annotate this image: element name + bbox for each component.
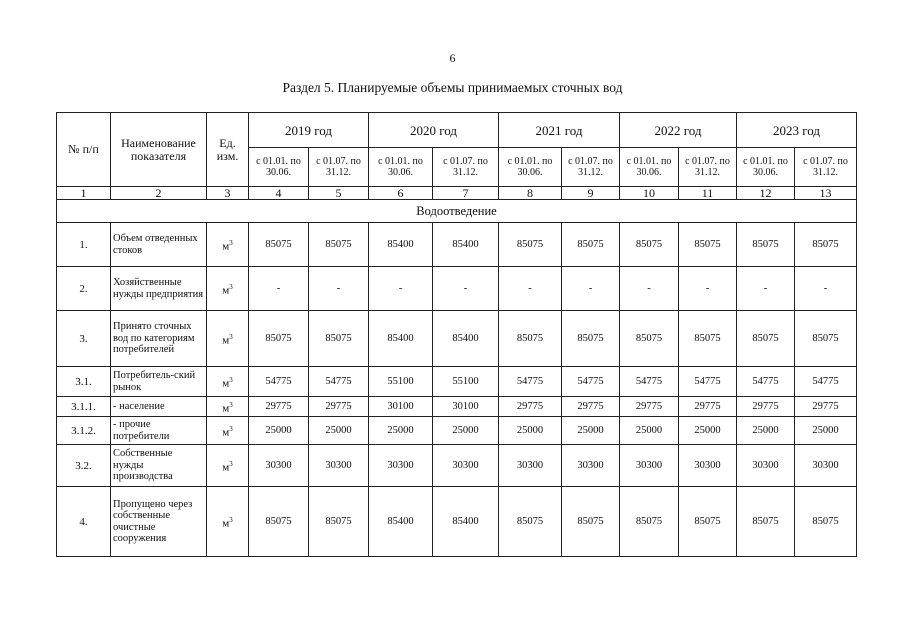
unit-base: м [222, 240, 230, 253]
column-number: 12 [737, 187, 795, 200]
unit-cell [207, 417, 249, 445]
indicator-name: Потребитель-ский рынок [111, 367, 207, 397]
value-cell: 85075 [499, 223, 562, 267]
header-period: с 01.01. по 30.06. [249, 148, 309, 187]
row-number: 3.1.2. [57, 417, 111, 445]
value-cell: 25000 [737, 417, 795, 445]
value-cell: 85400 [369, 487, 433, 557]
value-cell: 30300 [679, 445, 737, 487]
value-cell: 54775 [620, 367, 679, 397]
indicator-name: Объем отведенных стоков [111, 223, 207, 267]
value-cell: - [562, 267, 620, 311]
value-cell: 25000 [795, 417, 857, 445]
header-period: с 01.07. по 31.12. [562, 148, 620, 187]
value-cell: 54775 [737, 367, 795, 397]
value-cell: 25000 [433, 417, 499, 445]
header-name: Наименование показателя [111, 113, 207, 187]
value-cell: 54775 [795, 367, 857, 397]
value-cell: 29775 [249, 397, 309, 417]
value-cell: 30300 [737, 445, 795, 487]
unit-base: м [222, 426, 230, 439]
value-cell: - [369, 267, 433, 311]
value-cell: 25000 [249, 417, 309, 445]
column-number: 10 [620, 187, 679, 200]
value-cell: - [433, 267, 499, 311]
value-cell: 55100 [433, 367, 499, 397]
value-cell: 25000 [562, 417, 620, 445]
table-row [57, 397, 857, 417]
value-cell: 30300 [562, 445, 620, 487]
row-number: 2. [57, 267, 111, 311]
indicator-name: Принято сточных вод по категориям потребителей [111, 311, 207, 367]
value-cell: 25000 [309, 417, 369, 445]
value-cell: 54775 [309, 367, 369, 397]
value-cell: 85075 [795, 311, 857, 367]
unit-cell [207, 487, 249, 557]
row-number: 3.1.1. [57, 397, 111, 417]
column-number: 3 [207, 187, 249, 200]
table-row [57, 487, 857, 557]
value-cell: 29775 [795, 397, 857, 417]
header-row-years [57, 113, 857, 148]
section-title: Раздел 5. Планируемые объемы принимаемых сточных вод [282, 80, 623, 95]
column-number: 8 [499, 187, 562, 200]
value-cell: 30100 [369, 397, 433, 417]
header-row-column-numbers [57, 187, 857, 200]
value-cell: - [309, 267, 369, 311]
unit-base: м [222, 517, 230, 530]
row-number: 3. [57, 311, 111, 367]
header-period: с 01.01. по 30.06. [369, 148, 433, 187]
value-cell: 30300 [620, 445, 679, 487]
unit-cell [207, 397, 249, 417]
value-cell: 85075 [499, 311, 562, 367]
header-year: 2019 год [249, 113, 369, 148]
column-number: 4 [249, 187, 309, 200]
value-cell: 85400 [433, 487, 499, 557]
value-cell: 85400 [369, 223, 433, 267]
value-cell: 85075 [679, 223, 737, 267]
value-cell: 29775 [737, 397, 795, 417]
value-cell: 85075 [309, 223, 369, 267]
row-number: 1. [57, 223, 111, 267]
value-cell: 55100 [369, 367, 433, 397]
unit-exponent: 3 [229, 332, 233, 341]
table-row [57, 445, 857, 487]
table-row [57, 223, 857, 267]
header-period: с 01.07. по 31.12. [433, 148, 499, 187]
value-cell: - [795, 267, 857, 311]
header-year: 2020 год [369, 113, 499, 148]
value-cell: 85075 [795, 223, 857, 267]
header-unit: Ед. изм. [207, 113, 249, 187]
value-cell: 30100 [433, 397, 499, 417]
column-number: 9 [562, 187, 620, 200]
value-cell: 30300 [309, 445, 369, 487]
unit-exponent: 3 [229, 400, 233, 409]
header-year: 2023 год [737, 113, 857, 148]
unit-base: м [222, 377, 230, 390]
header-period: с 01.07. по 31.12. [679, 148, 737, 187]
value-cell: - [679, 267, 737, 311]
unit-base: м [222, 284, 230, 297]
indicator-name: Пропущено через собственные очистные сооружения [111, 487, 207, 557]
value-cell: 85075 [679, 311, 737, 367]
value-cell: 25000 [499, 417, 562, 445]
column-number: 2 [111, 187, 207, 200]
value-cell: 25000 [620, 417, 679, 445]
value-cell: 85075 [737, 487, 795, 557]
value-cell: 54775 [562, 367, 620, 397]
unit-exponent: 3 [229, 424, 233, 433]
value-cell: 85075 [249, 487, 309, 557]
value-cell: 29775 [499, 397, 562, 417]
unit-exponent: 3 [229, 375, 233, 384]
indicator-name: - прочие потребители [111, 417, 207, 445]
row-number: 4. [57, 487, 111, 557]
value-cell: 25000 [369, 417, 433, 445]
value-cell: 54775 [499, 367, 562, 397]
unit-base: м [222, 461, 230, 474]
indicator-name: Хозяйственные нужды предприятия [111, 267, 207, 311]
value-cell: - [620, 267, 679, 311]
header-period: с 01.01. по 30.06. [499, 148, 562, 187]
indicator-name: - население [111, 397, 207, 417]
header-year: 2021 год [499, 113, 620, 148]
value-cell: 85075 [309, 311, 369, 367]
header-num: № п/п [57, 113, 111, 187]
value-cell: 85075 [737, 311, 795, 367]
value-cell: 85075 [562, 223, 620, 267]
value-cell: 29775 [620, 397, 679, 417]
value-cell: 85075 [562, 487, 620, 557]
planned-volumes-table [56, 112, 857, 557]
column-number: 6 [369, 187, 433, 200]
unit-cell [207, 445, 249, 487]
table-row [57, 367, 857, 397]
value-cell: 29775 [679, 397, 737, 417]
value-cell: 85075 [620, 223, 679, 267]
value-cell: 85075 [620, 311, 679, 367]
value-cell: - [249, 267, 309, 311]
value-cell: 85400 [433, 223, 499, 267]
header-year: 2022 год [620, 113, 737, 148]
unit-base: м [222, 402, 230, 415]
unit-cell [207, 367, 249, 397]
value-cell: 85400 [433, 311, 499, 367]
section-row [57, 200, 857, 223]
value-cell: 30300 [369, 445, 433, 487]
value-cell: 85400 [369, 311, 433, 367]
row-number: 3.1. [57, 367, 111, 397]
value-cell: 85075 [562, 311, 620, 367]
value-cell: 30300 [795, 445, 857, 487]
unit-cell [207, 267, 249, 311]
unit-cell [207, 311, 249, 367]
value-cell: 54775 [679, 367, 737, 397]
value-cell: 85075 [737, 223, 795, 267]
value-cell: 85075 [249, 223, 309, 267]
value-cell: 85075 [309, 487, 369, 557]
table-row [57, 417, 857, 445]
header-period: с 01.01. по 30.06. [737, 148, 795, 187]
header-period: с 01.07. по 31.12. [309, 148, 369, 187]
header-period: с 01.01. по 30.06. [620, 148, 679, 187]
column-number: 7 [433, 187, 499, 200]
unit-base: м [222, 334, 230, 347]
unit-cell [207, 223, 249, 267]
table-row [57, 267, 857, 311]
value-cell: 85075 [795, 487, 857, 557]
value-cell: 29775 [309, 397, 369, 417]
section-label: Водоотведение [57, 200, 857, 223]
value-cell: - [499, 267, 562, 311]
value-cell: 85075 [249, 311, 309, 367]
column-number: 13 [795, 187, 857, 200]
value-cell: 85075 [620, 487, 679, 557]
value-cell: 30300 [249, 445, 309, 487]
table-row [57, 311, 857, 367]
column-number: 1 [57, 187, 111, 200]
value-cell: 85075 [499, 487, 562, 557]
indicator-name: Собственные нужды производства [111, 445, 207, 487]
value-cell: 85075 [679, 487, 737, 557]
value-cell: 30300 [433, 445, 499, 487]
unit-exponent: 3 [229, 282, 233, 291]
value-cell: - [737, 267, 795, 311]
value-cell: 54775 [249, 367, 309, 397]
row-number: 3.2. [57, 445, 111, 487]
value-cell: 29775 [562, 397, 620, 417]
unit-exponent: 3 [229, 238, 233, 247]
unit-exponent: 3 [229, 459, 233, 468]
page-number: 6 [449, 51, 456, 65]
header-period: с 01.07. по 31.12. [795, 148, 857, 187]
value-cell: 25000 [679, 417, 737, 445]
column-number: 5 [309, 187, 369, 200]
column-number: 11 [679, 187, 737, 200]
unit-exponent: 3 [229, 515, 233, 524]
value-cell: 30300 [499, 445, 562, 487]
